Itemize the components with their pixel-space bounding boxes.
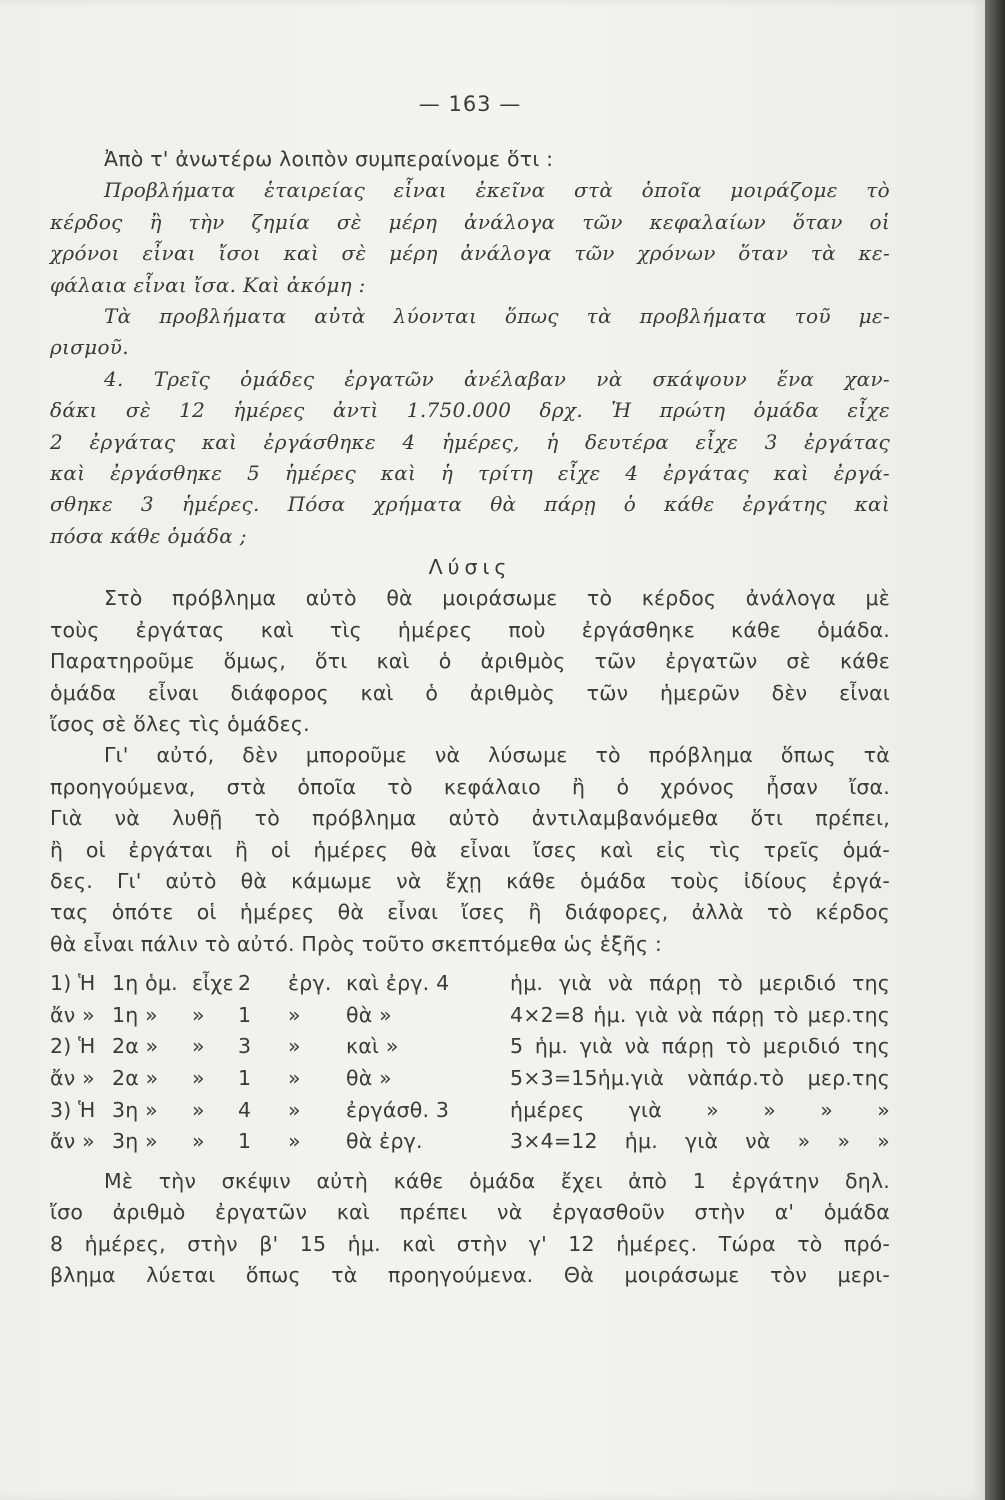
text-line: Γι' αὐτό, δὲν μποροῦμε νὰ λύσωμε τὸ πρόβλημα ὅπως τὰ <box>104 743 890 768</box>
page-number: — 163 — <box>418 92 522 116</box>
text-line: ἢ οἱ ἐργάται ἢ οἱ ἡμέρες θὰ εἶναι ἴσες καὶ εἰς τὶς τρεῖς ὁμά- <box>50 837 890 862</box>
text-line: πόσα κάθε ὁμάδα ; <box>50 523 247 548</box>
table-cell: ἡμ. γιὰ νὰ πάρῃ τὸ μεριδιό της <box>510 971 890 996</box>
table-cell: καὶ ἐργ. 4 <box>346 971 450 996</box>
table-cell: 4×2=8 ἡμ. γιὰ νὰ πάρῃ τὸ μερ.της <box>510 1002 890 1027</box>
table-cell: 2) Ἡ <box>50 1034 96 1059</box>
table-row <box>50 1063 890 1095</box>
table-cell: ἡμέρες γιὰ » » » » <box>510 1097 890 1122</box>
table-row <box>50 1000 890 1032</box>
text-line: δες. Γι' αὐτὸ θὰ κάμωμε νὰ ἔχῃ κάθε ὁμάδα τοὺς ἰδίους ἐργά- <box>50 868 890 893</box>
text-line: ἴσος σὲ ὅλες τὶς ὁμάδες. <box>50 712 310 737</box>
text-line: Τὰ προβλήματα αὐτὰ λύονται ὅπως τὰ προβλήματα τοῦ με- <box>104 303 890 328</box>
table-cell: θὰ ἐργ. <box>346 1129 423 1154</box>
text-block-bottom <box>50 1166 890 1292</box>
table-cell: 5 ἡμ. γιὰ νὰ πάρῃ τὸ μεριδιό της <box>510 1034 890 1059</box>
table-cell: εἶχε <box>192 971 234 996</box>
table-cell: 4 <box>238 1097 252 1122</box>
table-cell: 1η ὁμ. <box>112 971 178 996</box>
table-cell: » <box>288 1065 301 1090</box>
table-cell: » <box>288 1097 301 1122</box>
table-cell: 3η » <box>112 1097 158 1122</box>
text-line: θὰ εἶναι πάλιν τὸ αὐτό. Πρὸς τοῦτο σκεπτόμεθα ὡς ἑξῆς : <box>50 931 663 956</box>
table-row <box>50 1031 890 1063</box>
table-cell: ἐργάσθ. 3 <box>346 1097 450 1122</box>
table-cell: 1) Ἡ <box>50 971 96 996</box>
table-cell: θὰ » <box>346 1065 392 1090</box>
table-cell: 1 <box>238 1129 252 1154</box>
table-cell: καὶ » <box>346 1034 399 1059</box>
text-line: Στὸ πρόβλημα αὐτὸ θὰ μοιράσωμε τὸ κέρδος ἀνάλογα μὲ <box>104 586 890 611</box>
table-cell: 1 <box>238 1002 252 1027</box>
table-row <box>50 1126 890 1158</box>
text-line: προηγούμενα, στὰ ὁποῖα τὸ κεφάλαιο ἢ ὁ χρόνος ἦσαν ἴσα. <box>50 774 890 799</box>
table-cell: » <box>192 1129 205 1154</box>
table-cell: 1η » <box>112 1002 158 1027</box>
text-line: καὶ ἐργάσθηκε 5 ἡμέρες καὶ ἡ τρίτη εἶχε 4 ἐργάτας καὶ ἐργά- <box>50 460 890 485</box>
text-line: τας ὁπότε οἱ ἡμέρες θὰ εἶναι ἴσες ἢ διάφορες, ἀλλὰ τὸ κέρδος <box>50 900 890 925</box>
table-row <box>50 1095 890 1127</box>
text-line: Ἀπὸ τ' ἀνωτέρω λοιπὸν συμπεραίνομε ὅτι : <box>104 147 554 171</box>
table-cell: ἐργ. <box>288 971 332 996</box>
table-cell: 2α » <box>112 1065 159 1090</box>
page-edge-shadow <box>985 0 1005 1500</box>
text-line: ἴσο ἀριθμὸ ἐργατῶν καὶ πρέπει νὰ ἐργασθοῦν στὴν α' ὁμάδα <box>50 1200 890 1225</box>
table-row <box>50 968 890 1000</box>
text-line: βλημα λύεται ὅπως τὰ προηγούμενα. Θὰ μοιράσωμε τὸν μερι- <box>50 1262 890 1287</box>
text-line: Προβλήματα ἑταιρείας εἶναι ἐκεῖνα στὰ ὁποῖα μοιράζομε τὸ <box>104 178 890 203</box>
table-cell: 3) Ἡ <box>50 1097 96 1122</box>
table-cell: 2α » <box>112 1034 159 1059</box>
text-line: ρισμοῦ. <box>50 335 129 360</box>
text-line: κέρδος ἢ τὴν ζημία σὲ μέρη ἀνάλογα τῶν κεφαλαίων ὅταν οἱ <box>50 209 890 234</box>
table-cell: ἄν » <box>50 1065 95 1090</box>
page-content <box>50 92 890 1291</box>
table-cell: 2 <box>238 971 252 996</box>
calculation-table <box>50 968 890 1158</box>
text-line: δάκι σὲ 12 ἡμέρες ἀντὶ 1.750.000 δρχ. Ἡ πρώτη ὁμάδα εἶχε <box>50 398 890 423</box>
table-cell: » <box>288 1002 301 1027</box>
table-cell: » <box>288 1129 301 1154</box>
text-line: χρόνοι εἶναι ἴσοι καὶ σὲ μέρη ἀνάλογα τῶν χρόνων ὅταν τὰ κε- <box>50 241 890 266</box>
table-cell: 3η » <box>112 1129 158 1154</box>
text-line: τοὺς ἐργάτας καὶ τὶς ἡμέρες ποὺ ἐργάσθηκε κάθε ὁμάδα. <box>50 617 890 642</box>
table-cell: 5×3=15ἡμ.γιὰ νὰπάρ.τὸ μερ.της <box>510 1065 890 1090</box>
text-line: ὁμάδα εἶναι διάφορος καὶ ὁ ἀριθμὸς τῶν ἡμερῶν δὲν εἶναι <box>50 680 890 705</box>
table-cell: ἄν » <box>50 1129 95 1154</box>
table-cell: » <box>192 1097 205 1122</box>
table-cell: 1 <box>238 1065 252 1090</box>
text-line: 2 ἐργάτας καὶ ἐργάσθηκε 4 ἡμέρες, ἡ δευτέρα εἶχε 3 ἐργάτας <box>50 429 890 454</box>
text-line: Λύσις <box>428 555 512 580</box>
text-line: 8 ἡμέρες, στὴν β' 15 ἡμ. καὶ στὴν γ' 12 ἡμέρες. Τώρα τὸ πρό- <box>50 1231 890 1256</box>
text-line: 4. Τρεῖς ὁμάδες ἐργατῶν ἀνέλαβαν νὰ σκάψουν ἕνα χαν- <box>104 366 890 391</box>
table-cell: » <box>288 1034 301 1059</box>
text-line: Γιὰ νὰ λυθῇ τὸ πρόβλημα αὐτὸ ἀντιλαμβανόμεθα ὅτι πρέπει, <box>50 806 890 831</box>
table-cell: ἄν » <box>50 1002 95 1027</box>
text-line: σθηκε 3 ἡμέρες. Πόσα χρήματα θὰ πάρῃ ὁ κάθε ἐργάτης καὶ <box>50 492 890 517</box>
table-cell: θὰ » <box>346 1002 392 1027</box>
text-line: Παρατηροῦμε ὅμως, ὅτι καὶ ὁ ἀριθμὸς τῶν ἐργατῶν σὲ κάθε <box>50 649 890 674</box>
table-cell: » <box>192 1002 205 1027</box>
table-cell: » <box>192 1065 205 1090</box>
text-block-top <box>50 144 890 960</box>
table-cell: » <box>192 1034 205 1059</box>
table-cell: 3×4=12 ἡμ. γιὰ νὰ » » » <box>510 1129 890 1154</box>
table-cell: 3 <box>238 1034 252 1059</box>
text-line: Μὲ τὴν σκέψιν αὐτὴ κάθε ὁμάδα ἔχει ἀπὸ 1 ἐργάτην δηλ. <box>104 1168 890 1193</box>
text-line: φάλαια εἶναι ἴσα. Καὶ ἀκόμη : <box>50 272 366 297</box>
